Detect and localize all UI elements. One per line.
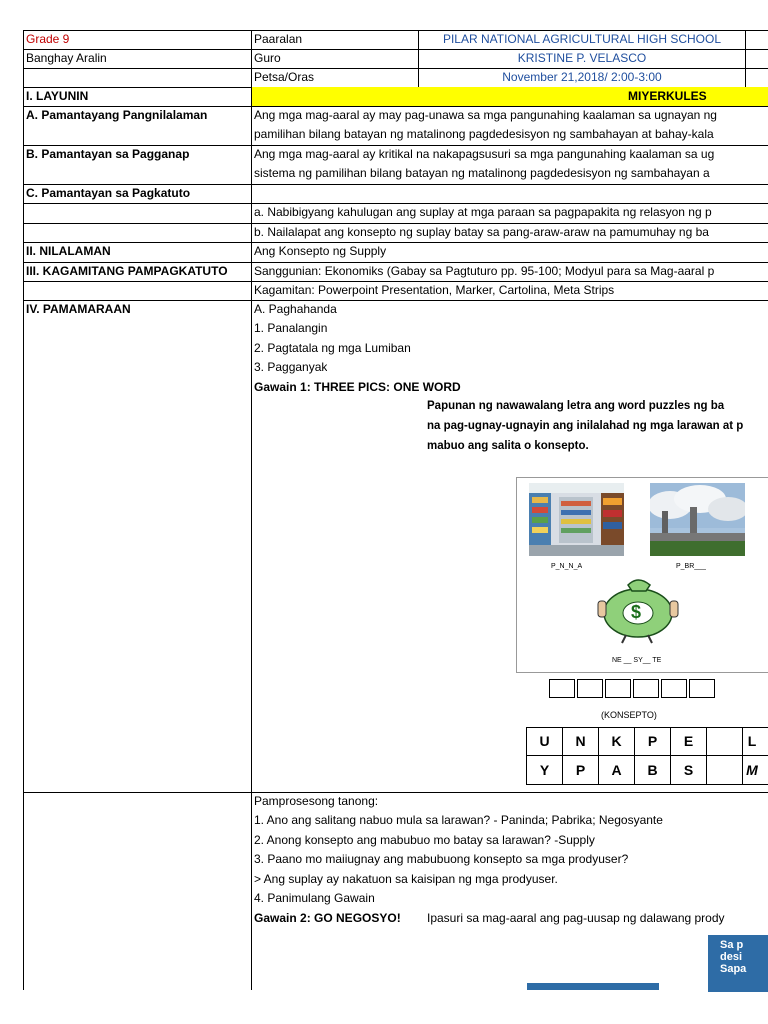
kagamitan-line: Kagamitan: Powerpoint Presentation, Marker, Cartolina, Meta Strips: [254, 283, 615, 297]
proseso-q2: 2. Anong konsepto ang mabubuo mo batay sa larawan? -Supply: [254, 833, 595, 847]
answer-box[interactable]: [605, 679, 631, 698]
answer-box[interactable]: [689, 679, 715, 698]
grid-letter: N: [575, 733, 586, 749]
panimulang-gawain: 4. Panimulang Gawain: [254, 891, 375, 905]
answer-box[interactable]: [577, 679, 603, 698]
pagkatuto-line1: a. Nabibigyang kahulugan ang suplay at mga paraan sa pagpapakita ng relasyon ng p: [254, 205, 712, 219]
guro-label: Guro: [254, 51, 281, 65]
proseso-answer: > Ang suplay ay nakatuon sa kaisipan ng mga prodyuser.: [254, 872, 558, 886]
caption-pabrika: P_BR___: [676, 563, 706, 570]
school-name: PILAR NATIONAL AGRICULTURAL HIGH SCHOOL: [442, 32, 722, 46]
sanggunian-line: Sanggunian: Ekonomiks (Gabay sa Pagtuturo pp. 95-100; Modyul para sa Mag-aaral p: [254, 264, 715, 278]
nilalaman-value: Ang Konsepto ng Supply: [254, 244, 387, 258]
pagkatuto-line2: b. Nailalapat ang konsepto ng suplay batay sa pang-araw-araw na pamumuhay ng ba: [254, 225, 709, 239]
konsepto-caption: (KONSEPTO): [601, 710, 657, 720]
factory-photo: [650, 483, 745, 556]
panalangin-line: 1. Panalangin: [254, 321, 328, 335]
pamantayang-pangnilalaman-label: A. Pamantayang Pangnilalaman: [26, 108, 208, 122]
letter-grid: [526, 727, 768, 785]
teacher-name: KRISTINE P. VELASCO: [517, 51, 647, 65]
banghay-aralin-label: Banghay Aralin: [26, 51, 107, 65]
caption-negosyante: NE __ SY__ TE: [612, 657, 662, 664]
grid-letter: Y: [539, 762, 550, 778]
grade-label: Grade 9: [26, 32, 70, 46]
answer-box[interactable]: [661, 679, 687, 698]
instruction-line2: na pag-ugnay-ugnayin ang inilalahad ng mga larawan at p: [427, 420, 744, 432]
grid-letter: P: [575, 762, 586, 778]
grid-letter: K: [611, 733, 622, 749]
proseso-q1: 1. Ano ang salitang nabuo mula sa larawan? - Paninda; Pabrika; Negosyante: [254, 813, 663, 827]
store-photo: [529, 483, 624, 556]
grid-letter: L: [747, 733, 757, 749]
nilalaman-heading: II. NILALAMAN: [26, 244, 111, 258]
paaralan-label: Paaralan: [254, 32, 303, 46]
pagganap-line2: sistema ng pamilihan bilang batayan ng matalinong pagdedesisyon ng sambahayan a: [254, 166, 710, 180]
instruction-line1: Papunan ng nawawalang letra ang word puzzles ng ba: [427, 400, 725, 412]
kagamitan-heading: III. KAGAMITANG PAMPAGKATUTO: [26, 264, 228, 278]
grid-letter: M: [746, 762, 758, 778]
answer-box[interactable]: [633, 679, 659, 698]
slide-box-partial: [527, 983, 659, 990]
gawain1-title: Gawain 1: THREE PICS: ONE WORD: [254, 380, 461, 394]
slide-text-line: Sapa: [720, 963, 747, 975]
layunin-heading: I. LAYUNIN: [26, 89, 89, 103]
grid-letter: P: [647, 733, 658, 749]
caption-paninda: P_N_N_A: [551, 563, 583, 570]
gawain2-instruction: Ipasuri sa mag-aaral ang pag-uusap ng dalawang prody: [427, 911, 725, 925]
proseso-q3: 3. Paano mo maiiugnay ang mabubuong konsepto sa mga prodyuser?: [254, 852, 629, 866]
petsa-label: Petsa/Oras: [254, 70, 315, 84]
slide-text-line: desi: [720, 951, 743, 963]
grid-letter: U: [539, 733, 550, 749]
pagganap-line1: Ang mga mag-aaral ay kritikal na nakapagsusuri sa mga pangunahing kaalaman sa ug: [254, 147, 715, 161]
pamantayan-pagganap-label: B. Pamantayan sa Pagganap: [26, 147, 190, 161]
pangnilalaman-line2: pamilihan bilang batayan ng matalinong pagdedesisyon ng sambahayan at bahay-kala: [254, 127, 714, 141]
grid-letter: B: [647, 762, 658, 778]
slide-text-line: Sa p: [720, 939, 744, 951]
pagganyak-line: 3. Pagganyak: [254, 360, 328, 374]
answer-box[interactable]: [549, 679, 575, 698]
gawain2-title: Gawain 2: GO NEGOSYO!: [254, 911, 401, 925]
instruction-line3: mabuo ang salita o konsepto.: [427, 440, 589, 452]
pangnilalaman-line1: Ang mga mag-aaral ay may pag-unawa sa mga pangunahing kaalaman sa ugnayan ng: [254, 108, 717, 122]
proseso-title: Pamprosesong tanong:: [254, 794, 379, 808]
slide-text-box: [708, 935, 768, 992]
grid-letter: A: [611, 762, 622, 778]
money-bag-illustration: [594, 573, 684, 645]
grid-letter: E: [683, 733, 694, 749]
dollar-sign: $: [631, 602, 642, 622]
date-time: November 21,2018/ 2:00-3:00: [502, 70, 662, 84]
day-label: MIYERKULES: [628, 89, 707, 103]
pamamaraan-heading: IV. PAMAMARAAN: [26, 302, 131, 316]
grid-letter: S: [683, 762, 694, 778]
paghahanda-line: A. Paghahanda: [254, 302, 337, 316]
lumiban-line: 2. Pagtatala ng mga Lumiban: [254, 341, 411, 355]
pamantayan-pagkatuto-label: C. Pamantayan sa Pagkatuto: [26, 186, 191, 200]
